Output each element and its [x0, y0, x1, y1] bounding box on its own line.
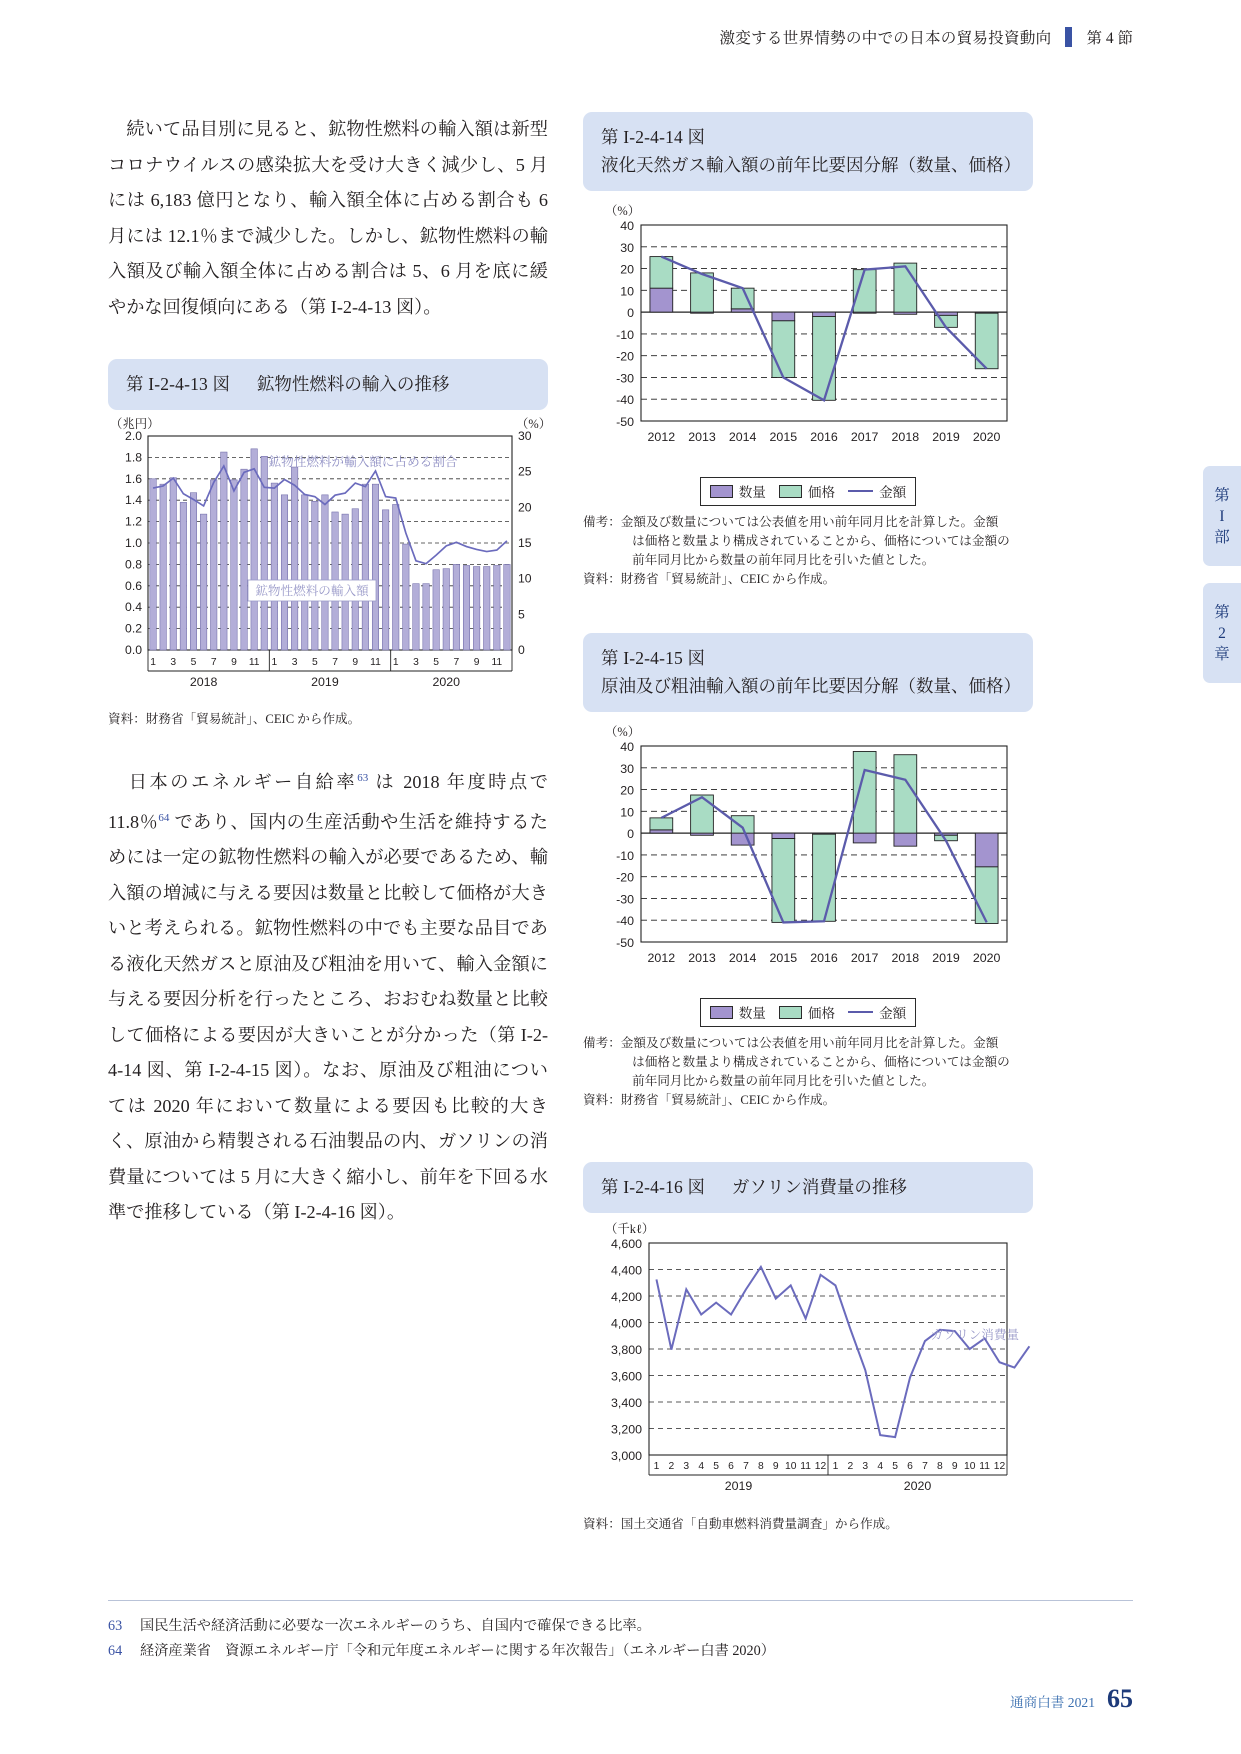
footnote-64-text: 経済産業省 資源エネルギー庁「令和元年度エネルギーに関する年次報告」（エネルギー白書 2020）	[140, 1643, 775, 1659]
para2-c: であり、国内の生産活動や生活を維持するためには一定の鉱物性燃料の輸入が必要であるため、輸入額の増減に与える要因は数量と比較して価格が大きいと考えられる。鉱物性燃料の中でも主要な品目である液化天然ガスと原油及び粗油を用いて、輸入金額に与える要因分析を行ったところ、おおむね数量と比較して価格による要因が大きいことが分かった（第 I-2-4-14 図、第 I-2-4-15 図）。なお、原油及び粗油については 2020 年において数量による要因も比較的大きく、原油から精製される石油製品の内、ガソリンの消費量については 5 月に大きく縮小し、前年を下回る水準で推移している（第 I-2-4-16 図）。	[108, 811, 548, 1223]
svg-text:3: 3	[683, 1461, 690, 1472]
svg-text:9: 9	[473, 657, 480, 668]
svg-text:（%）: （%）	[605, 204, 641, 218]
legend-label-quantity: 数量	[738, 485, 766, 500]
figure-14	[583, 112, 1033, 589]
svg-text:ガソリン消費量: ガソリン消費量	[930, 1328, 1020, 1343]
svg-text:4,400: 4,400	[610, 1263, 642, 1278]
svg-text:0.6: 0.6	[125, 578, 142, 593]
footnote-63-number: 63	[108, 1618, 123, 1634]
svg-text:-20: -20	[616, 349, 634, 364]
svg-text:鉱物性燃料の輸入額: 鉱物性燃料の輸入額	[255, 584, 369, 598]
svg-text:2014: 2014	[728, 951, 757, 965]
svg-text:（%）: （%）	[605, 725, 641, 739]
svg-text:1: 1	[832, 1461, 839, 1472]
svg-text:0.2: 0.2	[125, 621, 142, 636]
svg-text:1.4: 1.4	[125, 493, 142, 508]
svg-text:7: 7	[332, 657, 338, 668]
svg-text:1.8: 1.8	[125, 450, 142, 465]
figure-14-note	[583, 513, 1033, 570]
legend-item-price	[779, 481, 835, 501]
svg-text:3,800: 3,800	[610, 1343, 642, 1357]
legend-swatch-amount-2	[848, 1011, 873, 1013]
figure-14-note-l3: 前年同月比から数量の前年同月比を引いた値とした。	[632, 553, 935, 567]
svg-text:2019: 2019	[932, 430, 960, 444]
svg-text:5: 5	[433, 657, 440, 668]
svg-text:3,000: 3,000	[610, 1449, 642, 1463]
figure-15-svg	[583, 724, 1033, 994]
footnote-64	[108, 1639, 1133, 1664]
footnote-63-text: 国民生活や経済活動に必要な一次エネルギーのうち、自国内で確保できる比率。	[140, 1618, 651, 1634]
svg-text:1: 1	[150, 657, 156, 668]
svg-text:9: 9	[772, 1461, 779, 1472]
figure-15-note-l2: は価格と数量より構成されていることから、価格については金額の	[632, 1055, 1010, 1069]
svg-text:9: 9	[951, 1461, 958, 1472]
svg-text:10: 10	[963, 1461, 976, 1472]
figure-14-title	[583, 112, 1033, 191]
svg-text:2015: 2015	[769, 430, 798, 444]
page-number: 65	[1107, 1684, 1133, 1713]
svg-text:（千kℓ）: （千kℓ）	[605, 1222, 655, 1236]
figure-15-legend	[583, 998, 1033, 1027]
svg-text:11: 11	[800, 1461, 811, 1472]
svg-text:2019: 2019	[932, 951, 960, 965]
figure-13	[108, 359, 552, 729]
legend-item-amount	[848, 481, 906, 501]
svg-text:2016: 2016	[810, 951, 838, 965]
figure-13-title	[108, 359, 548, 410]
svg-text:4,200: 4,200	[610, 1290, 642, 1304]
svg-text:-10: -10	[616, 848, 634, 863]
page-footer	[1010, 1684, 1133, 1714]
svg-text:2014: 2014	[728, 430, 757, 444]
svg-text:10: 10	[620, 284, 634, 299]
svg-text:（%）: （%）	[516, 417, 552, 431]
svg-text:5: 5	[190, 657, 197, 668]
svg-text:-30: -30	[616, 371, 634, 386]
svg-text:6: 6	[907, 1461, 913, 1472]
svg-text:2019: 2019	[724, 1479, 753, 1493]
svg-text:3: 3	[170, 657, 177, 668]
side-tab-2-line-0: 第	[1214, 603, 1230, 621]
svg-text:12: 12	[993, 1461, 1006, 1472]
svg-text:1: 1	[271, 657, 278, 668]
svg-text:2: 2	[668, 1461, 675, 1472]
svg-text:3,600: 3,600	[610, 1369, 642, 1384]
legend-label-amount: 金額	[879, 485, 907, 500]
legend-swatch-amount	[848, 490, 873, 492]
legend-label-price: 価格	[807, 485, 836, 500]
svg-text:25: 25	[518, 464, 532, 479]
svg-text:3,200: 3,200	[610, 1422, 642, 1437]
figure-16-number: 第 I-2-4-16 図	[601, 1177, 706, 1197]
page-header	[0, 22, 1241, 52]
svg-text:2020: 2020	[972, 951, 1001, 965]
svg-text:2016: 2016	[810, 430, 838, 444]
footnote-ref-63[interactable]: 63	[357, 772, 369, 784]
svg-text:2020: 2020	[972, 430, 1001, 444]
svg-text:20: 20	[620, 262, 634, 277]
figure-14-number: 第 I-2-4-14 図	[601, 127, 706, 147]
legend-item-quantity-2	[710, 1002, 766, 1022]
svg-text:10: 10	[784, 1461, 797, 1472]
header-section: 第 4 節	[1086, 30, 1133, 47]
svg-text:3: 3	[291, 657, 298, 668]
right-column	[583, 112, 1033, 1534]
svg-text:3: 3	[413, 657, 419, 668]
svg-text:（兆円）: （兆円）	[110, 417, 160, 431]
para2-b: は 2018 年度時点で 11.8％	[108, 772, 548, 832]
header-title: 激変する世界情勢の中での日本の貿易投資動向	[719, 30, 1052, 47]
figure-16-chart	[583, 1223, 1033, 1513]
svg-text:4: 4	[698, 1461, 705, 1472]
svg-text:15: 15	[518, 536, 532, 550]
figure-15-title	[583, 633, 1033, 712]
footnote-64-number: 64	[108, 1643, 123, 1659]
figure-13-svg	[108, 417, 552, 708]
svg-text:8: 8	[937, 1461, 943, 1472]
figure-16-source: 資料：国土交通省「自動車燃料消費量調査」から作成。	[583, 1517, 898, 1531]
side-tab-2-line-2: 章	[1214, 645, 1230, 663]
svg-text:-30: -30	[616, 892, 634, 907]
svg-text:2013: 2013	[688, 951, 716, 965]
side-tab-part-1	[1203, 466, 1241, 566]
footer-label: 通商白書 2021	[1010, 1695, 1095, 1710]
svg-text:5: 5	[892, 1461, 898, 1472]
svg-text:5: 5	[518, 607, 525, 622]
svg-text:1: 1	[653, 1461, 660, 1472]
svg-text:3,400: 3,400	[610, 1396, 642, 1410]
figure-15-note-l1: 金額及び数量については公表値を用い前年同月比を計算した。金額	[620, 1036, 999, 1050]
figure-16	[583, 1162, 1033, 1534]
svg-text:2018: 2018	[891, 430, 920, 444]
legend-label-amount-2: 金額	[879, 1006, 907, 1021]
svg-text:2.0: 2.0	[125, 429, 142, 443]
svg-text:8: 8	[758, 1461, 764, 1472]
svg-text:30: 30	[620, 761, 634, 776]
svg-text:0.8: 0.8	[125, 557, 142, 572]
svg-text:10: 10	[518, 571, 532, 586]
svg-text:2017: 2017	[850, 430, 879, 444]
figure-15-note	[583, 1034, 1033, 1091]
svg-text:2020: 2020	[432, 675, 461, 689]
side-tab-1-line-0: 第	[1214, 486, 1230, 504]
figure-13-number: 第 I-2-4-13 図	[126, 374, 231, 394]
svg-text:2012: 2012	[647, 430, 676, 444]
figure-14-note-label: 備考：	[583, 515, 621, 529]
svg-text:1.2: 1.2	[125, 514, 142, 529]
svg-text:10: 10	[620, 805, 634, 820]
svg-text:0: 0	[627, 827, 634, 842]
figure-16-title	[583, 1162, 1033, 1213]
svg-text:2015: 2015	[769, 951, 798, 965]
legend-swatch-price	[779, 485, 802, 498]
svg-text:40: 40	[620, 740, 634, 754]
legend-swatch-price-2	[779, 1006, 802, 1019]
svg-text:12: 12	[814, 1461, 827, 1472]
left-column	[108, 112, 552, 1231]
figure-15-note-label: 備考：	[583, 1036, 621, 1050]
figure-15-number: 第 I-2-4-15 図	[601, 648, 706, 668]
figure-13-source: 資料：財務省「貿易統計」、CEIC から作成。	[108, 712, 361, 726]
svg-text:7: 7	[922, 1461, 928, 1472]
figure-15	[583, 633, 1033, 1110]
svg-text:-40: -40	[616, 393, 634, 408]
figure-16-title-text: ガソリン消費量の推移	[731, 1177, 907, 1197]
svg-text:2012: 2012	[647, 951, 676, 965]
svg-text:4,600: 4,600	[610, 1237, 642, 1251]
svg-text:0: 0	[518, 643, 525, 657]
figure-14-chart	[583, 203, 1033, 473]
side-tab-chapter-2	[1203, 583, 1241, 683]
svg-text:1.0: 1.0	[125, 536, 142, 550]
legend-item-amount-2	[848, 1002, 906, 1022]
svg-text:4,000: 4,000	[610, 1316, 642, 1331]
figure-14-note-l1: 金額及び数量については公表値を用い前年同月比を計算した。金額	[620, 515, 999, 529]
paragraph-1: 続いて品目別に見ると、鉱物性燃料の輸入額は新型コロナウイルスの感染拡大を受け大きく減少し、5 月には 6,183 億円となり、輸入額全体に占める割合も 6 月には 12.1％まで減少した。しかし、鉱物性燃料の輸入額及び輸入額全体に占める割合は 5、6 月を底に緩やかな回復傾向にある（第 I-2-4-13 図）。	[108, 119, 548, 317]
svg-text:4: 4	[877, 1461, 884, 1472]
side-tab-2-line-1: 2	[1218, 624, 1226, 642]
svg-text:5: 5	[713, 1461, 719, 1472]
svg-text:2019: 2019	[311, 675, 339, 689]
legend-swatch-quantity-2	[710, 1006, 733, 1019]
figure-14-svg	[583, 203, 1033, 473]
side-tab-1-line-2: 部	[1214, 528, 1230, 546]
svg-text:30: 30	[518, 429, 532, 443]
figure-14-title-text: 液化天然ガス輸入額の前年比要因分解（数量、価格）	[601, 155, 1021, 175]
svg-text:7: 7	[210, 657, 217, 668]
svg-text:40: 40	[620, 219, 634, 233]
figure-14-legend	[583, 477, 1033, 506]
svg-text:-20: -20	[616, 870, 634, 885]
svg-text:11: 11	[370, 657, 381, 668]
figure-15-note-l3: 前年同月比から数量の前年同月比を引いた値とした。	[632, 1074, 935, 1088]
figure-13-chart	[108, 417, 552, 708]
side-tab-1-line-1: I	[1219, 507, 1225, 525]
footnote-rule	[108, 1600, 1133, 1601]
figure-14-source: 資料：財務省「貿易統計」、CEIC から作成。	[583, 572, 836, 586]
svg-text:0.0: 0.0	[125, 643, 142, 657]
svg-text:-10: -10	[616, 327, 634, 342]
svg-text:6: 6	[728, 1461, 734, 1472]
svg-text:-50: -50	[616, 936, 634, 950]
svg-text:20: 20	[518, 500, 532, 515]
svg-text:1: 1	[392, 657, 399, 668]
svg-text:11: 11	[491, 657, 503, 668]
legend-item-quantity	[710, 481, 766, 501]
header-divider-bar	[1065, 27, 1072, 47]
svg-text:9: 9	[352, 657, 359, 668]
svg-text:0: 0	[627, 306, 634, 321]
figure-15-source: 資料：財務省「貿易統計」、CEIC から作成。	[583, 1093, 836, 1107]
svg-text:9: 9	[231, 657, 237, 668]
legend-swatch-quantity	[710, 485, 733, 498]
svg-text:5: 5	[311, 657, 318, 668]
figure-16-svg	[583, 1223, 1033, 1513]
figure-15-title-text: 原油及び粗油輸入額の前年比要因分解（数量、価格）	[601, 676, 1021, 696]
footnote-ref-64[interactable]: 64	[158, 811, 170, 824]
svg-text:11: 11	[248, 657, 260, 668]
svg-text:7: 7	[743, 1461, 749, 1472]
svg-text:2018: 2018	[891, 951, 920, 965]
svg-text:2013: 2013	[688, 430, 716, 444]
svg-text:3: 3	[862, 1461, 869, 1472]
svg-text:11: 11	[979, 1461, 990, 1472]
svg-text:1.6: 1.6	[125, 471, 142, 486]
svg-text:7: 7	[453, 657, 460, 668]
figure-14-note-l2: は価格と数量より構成されていることから、価格については金額の	[632, 534, 1010, 548]
svg-text:2: 2	[847, 1461, 854, 1472]
para2-a: 日本のエネルギー自給率	[108, 772, 358, 793]
svg-text:20: 20	[620, 783, 634, 798]
svg-text:鉱物性燃料が輸入額に占める割合: 鉱物性燃料が輸入額に占める割合	[268, 455, 458, 469]
svg-text:2017: 2017	[850, 951, 879, 965]
paragraph-2	[108, 761, 548, 1231]
footnotes-block	[108, 1600, 1133, 1664]
svg-text:0.4: 0.4	[125, 600, 142, 615]
svg-text:-50: -50	[616, 415, 634, 429]
figure-15-chart	[583, 724, 1033, 994]
svg-text:30: 30	[620, 240, 634, 255]
svg-text:2020: 2020	[903, 1479, 932, 1493]
legend-item-price-2	[779, 1002, 835, 1022]
svg-text:-40: -40	[616, 914, 634, 929]
footnote-63	[108, 1614, 1133, 1639]
legend-label-quantity-2: 数量	[738, 1006, 766, 1021]
svg-text:2018: 2018	[189, 675, 218, 689]
figure-13-title-text: 鉱物性燃料の輸入の推移	[256, 374, 450, 394]
legend-label-price-2: 価格	[807, 1006, 836, 1021]
